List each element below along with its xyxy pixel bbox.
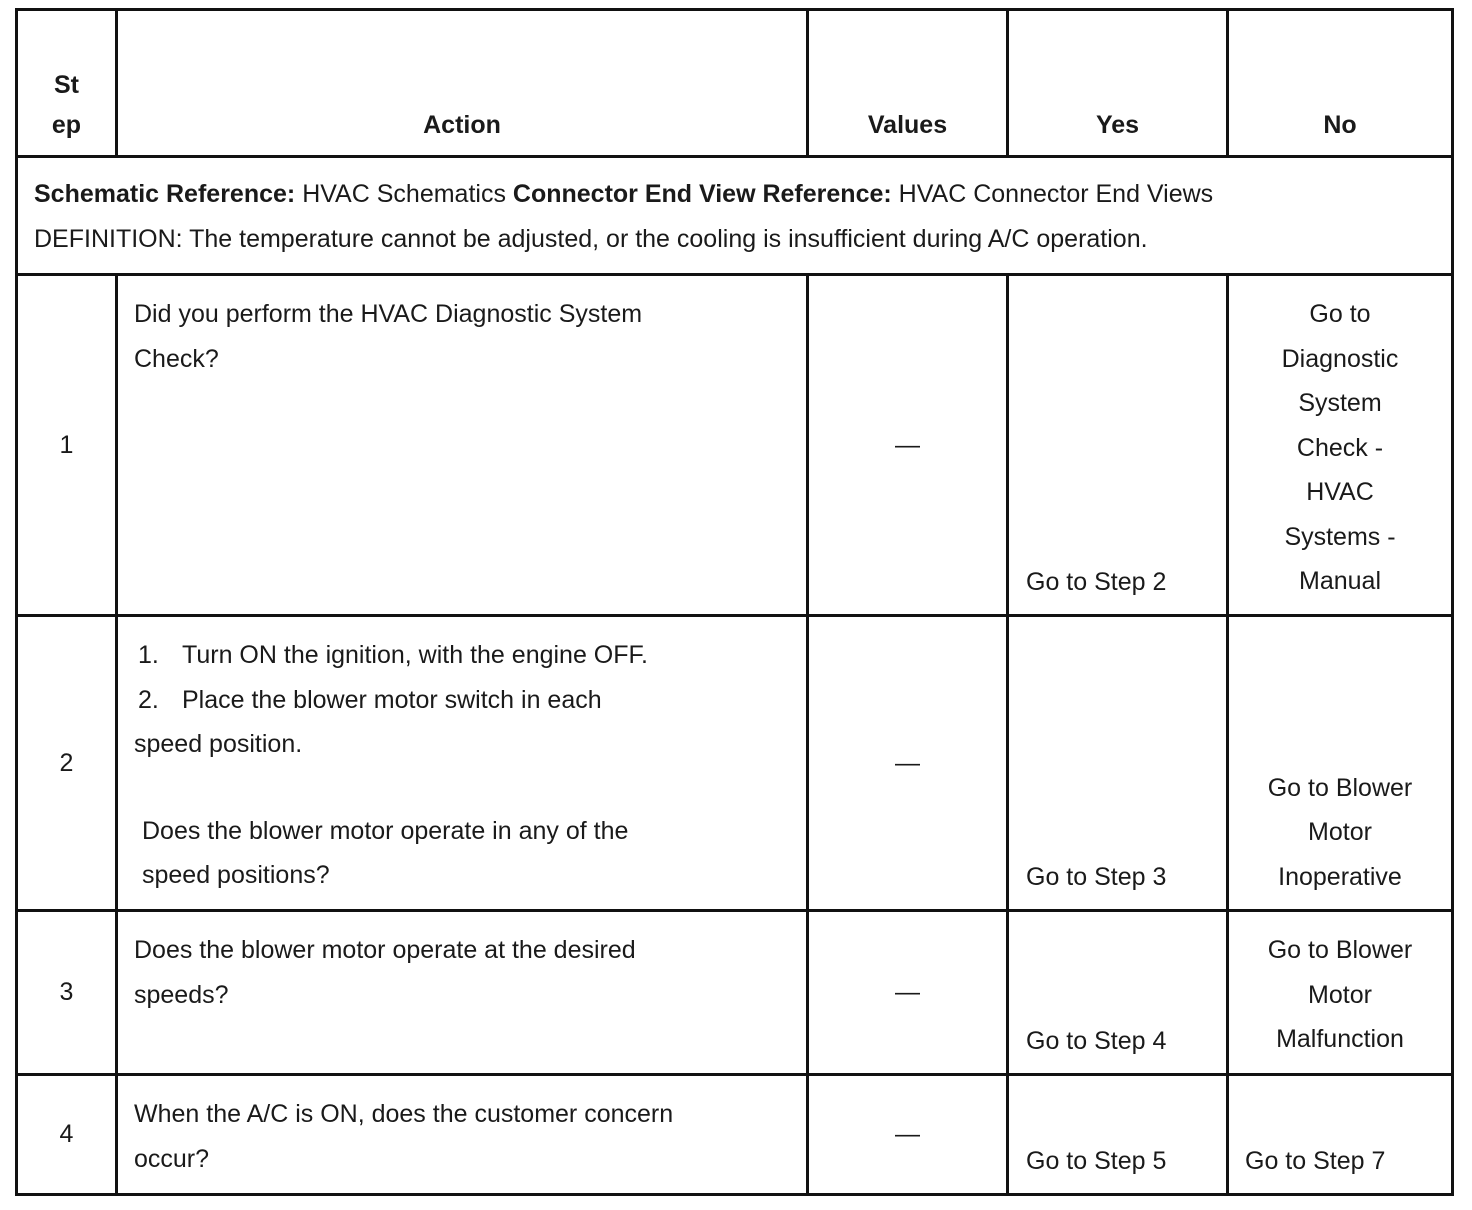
header-yes: Yes xyxy=(1008,10,1228,157)
header-step: St ep xyxy=(17,10,117,157)
reference-cell xyxy=(17,157,1453,275)
action-text: Did you perform the HVAC Diagnostic System Check? xyxy=(117,275,808,616)
header-row xyxy=(17,10,1453,157)
no-link[interactable]: Go to Step 7 xyxy=(1228,1075,1453,1195)
reference-line xyxy=(34,172,1435,217)
header-values: Values xyxy=(808,10,1008,157)
yes-link[interactable]: Go to Step 3 xyxy=(1008,616,1228,911)
yes-link[interactable]: Go to Step 5 xyxy=(1008,1075,1228,1195)
table-row xyxy=(17,911,1453,1075)
definition-text: DEFINITION: The temperature cannot be adjusted, or the cooling is insufficient during A/C operation. xyxy=(34,224,1148,253)
no-link[interactable]: Go to Blower Motor Malfunction xyxy=(1228,911,1453,1075)
table-row xyxy=(17,616,1453,911)
reference-row xyxy=(17,157,1453,275)
values-cell: — xyxy=(808,616,1008,911)
no-link[interactable]: Go to Diagnostic System Check - HVAC Systems - Manual xyxy=(1228,275,1453,616)
step-number: 3 xyxy=(17,911,117,1075)
step-number: 4 xyxy=(17,1075,117,1195)
action-step: 2. Place the blower motor switch in each speed position. xyxy=(134,685,602,758)
step-number: 1 xyxy=(17,275,117,616)
values-cell: — xyxy=(808,1075,1008,1195)
header-action: Action xyxy=(117,10,808,157)
values-cell: — xyxy=(808,275,1008,616)
no-link[interactable]: Go to Blower Motor Inoperative xyxy=(1228,616,1453,911)
connector-link[interactable]: HVAC Connector End Views xyxy=(898,180,1214,208)
values-cell: — xyxy=(808,911,1008,1075)
yes-link[interactable]: Go to Step 2 xyxy=(1008,275,1228,616)
yes-link[interactable]: Go to Step 4 xyxy=(1008,911,1228,1075)
action-question: Does the blower motor operate in any of the speed positions? xyxy=(142,816,629,889)
action-text xyxy=(117,616,808,911)
connector-label: Connector End View Reference: xyxy=(512,180,892,208)
schematic-label: Schematic Reference: xyxy=(34,180,296,208)
action-step: 1. Turn ON the ignition, with the engine OFF. xyxy=(138,641,648,669)
action-text: Does the blower motor operate at the desired speeds? xyxy=(117,911,808,1075)
step-number: 2 xyxy=(17,616,117,911)
diagnostic-table xyxy=(15,8,1454,1196)
table-row xyxy=(17,275,1453,616)
action-steps xyxy=(134,633,790,767)
header-no: No xyxy=(1228,10,1453,157)
schematic-link[interactable]: HVAC Schematics xyxy=(302,180,506,208)
action-text: When the A/C is ON, does the customer concern occur? xyxy=(117,1075,808,1195)
table-row xyxy=(17,1075,1453,1195)
